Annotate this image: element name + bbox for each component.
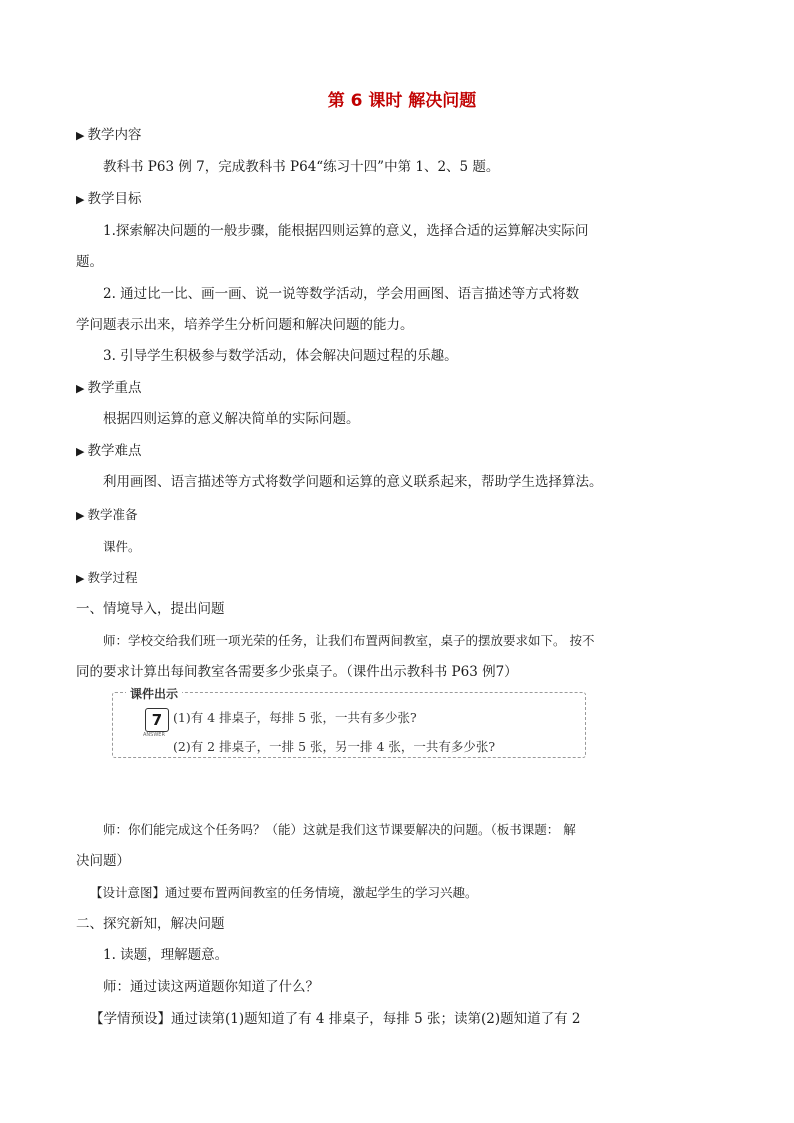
section-heading-goals: ▶ 教学目标 xyxy=(76,191,142,207)
section-heading-prep: ▶ 教学准备 xyxy=(76,506,137,525)
step-1: 1. 读题，理解题意。 xyxy=(103,947,229,963)
goal-1-line-1: 1.探索解决问题的一般步骤，能根据四则运算的意义，选择合适的运算解决实际问 xyxy=(103,223,589,239)
section-heading-process: ▶ 教学过程 xyxy=(76,569,137,588)
teacher-line-2b: 决问题） xyxy=(76,853,130,869)
section-heading-content: ▶ 教学内容 xyxy=(76,127,142,143)
difficult-text: 利用画图、语言描述等方式将数学问题和运算的意义联系起来，帮助学生选择算法。 xyxy=(103,474,603,490)
triangle-bullet-icon: ▶ xyxy=(76,129,85,142)
example-badge-caption: ANSWER xyxy=(143,732,165,738)
goal-3: 3. 引导学生积极参与数学活动，体会解决问题过程的乐趣。 xyxy=(103,348,458,364)
courseware-tag: 课件出示 xyxy=(126,685,182,702)
example-question-2: (2)有 2 排桌子，一排 5 张，另一排 4 张，一共有多少张? xyxy=(173,739,496,754)
goal-2-line-1: 2. 通过比一比、画一画、说一说等数学活动，学会用画图、语言描述等方式将数 xyxy=(103,286,580,302)
triangle-bullet-icon: ▶ xyxy=(76,445,85,458)
example-question-1: (1)有 4 排桌子，每排 5 张，一共有多少张? xyxy=(173,710,417,725)
section-heading-key: ▶ 教学重点 xyxy=(76,380,142,396)
content-text: 教科书 P63 例 7，完成教科书 P64“练习十四”中第 1、2、5 题。 xyxy=(103,159,500,175)
triangle-bullet-icon: ▶ xyxy=(76,193,85,206)
triangle-bullet-icon: ▶ xyxy=(76,572,85,585)
part-2-heading: 二、探究新知，解决问题 xyxy=(76,916,225,932)
prep-text: 课件。 xyxy=(103,539,141,554)
teacher-line-2a: 师：你们能完成这个任务吗？（能）这就是我们这节课要解决的问题。（板书课题： 解 xyxy=(103,822,576,837)
design-intent: 【设计意图】通过要布置两间教室的任务情境，激起学生的学习兴趣。 xyxy=(90,885,478,900)
part-1-heading: 一、情境导入，提出问题 xyxy=(76,601,225,617)
goal-1-line-2: 题。 xyxy=(76,254,103,270)
courseware-box xyxy=(112,687,586,758)
teacher-line-1b: 同的要求计算出每间教室各需要多少张桌子。（课件出示教科书 P63 例7） xyxy=(76,664,518,680)
triangle-bullet-icon: ▶ xyxy=(76,382,85,395)
goal-2-line-2: 学问题表示出来，培养学生分析问题和解决问题的能力。 xyxy=(76,317,414,333)
triangle-bullet-icon: ▶ xyxy=(76,509,85,522)
key-text: 根据四则运算的意义解决简单的实际问题。 xyxy=(103,411,360,427)
example-number-badge: 7 xyxy=(145,708,169,732)
teacher-line-1a: 师：学校交给我们班一项光荣的任务，让我们布置两间教室，桌子的摆放要求如下。 按不 xyxy=(103,633,595,648)
teacher-line-3: 师：通过读这两道题你知道了什么？ xyxy=(103,979,319,995)
page-title: 第 6 课时 解决问题 xyxy=(327,91,477,111)
student-preset: 【学情预设】通过读第(1)题知道了有 4 排桌子，每排 5 张；读第(2)题知道了有 2 xyxy=(90,1011,581,1027)
section-heading-difficult: ▶ 教学难点 xyxy=(76,443,142,459)
